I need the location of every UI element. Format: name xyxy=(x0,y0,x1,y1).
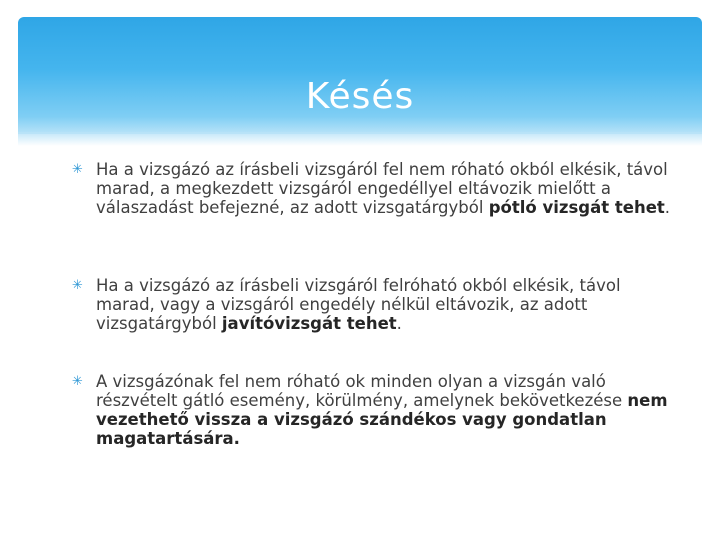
bullet-text xyxy=(96,276,674,333)
bullet-body: Ha a vizsgázó az írásbeli vizsgáról fel nem róható okból elkésik, távol marad, a megkezdett vizsgáról engedéllyel eltávozik mielőtt a válaszadást befejezné, az adott vizsgatárgyból xyxy=(96,160,668,217)
asterisk-bullet-icon: ✳ xyxy=(72,162,83,177)
asterisk-bullet-icon: ✳ xyxy=(72,278,83,293)
bullet-emphasis: pótló vizsgát tehet xyxy=(488,198,665,217)
bullet-body: Ha a vizsgázó az írásbeli vizsgáról felróható okból elkésik, távol marad, vagy a vizsgáról engedély nélkül eltávozik, az adott vizsgatárgyból xyxy=(96,276,621,333)
bullet-emphasis: nem vezethető vissza a vizsgázó szándékos vagy gondatlan magatartására. xyxy=(96,391,668,448)
asterisk-bullet-icon: ✳ xyxy=(72,374,83,389)
bullet-suffix: . xyxy=(396,314,402,333)
bullet-body: A vizsgázónak fel nem róható ok minden olyan a vizsgán való részvételt gátló esemény, körülmény, amelynek bekövetkezése xyxy=(96,372,628,410)
bullet-text xyxy=(96,372,674,448)
bullet-suffix: . xyxy=(664,198,671,217)
slide-title: Késés xyxy=(305,76,415,118)
bullet-text xyxy=(96,160,674,217)
bullet-emphasis: javítóvizsgát tehet xyxy=(221,314,397,333)
